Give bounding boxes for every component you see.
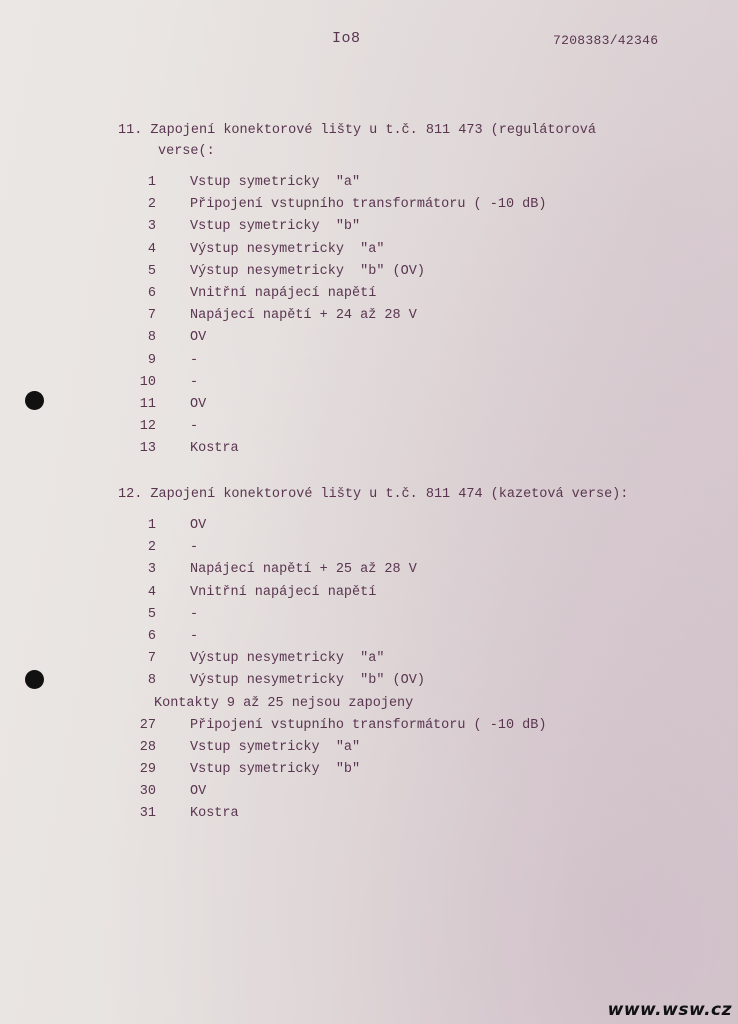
list-item (118, 239, 688, 261)
item-number: 29 (139, 762, 156, 778)
item-description: - (190, 540, 199, 556)
item-description: - (190, 352, 199, 368)
item-description: Vstup symetricky "a" (190, 175, 361, 190)
list-item (118, 559, 688, 581)
item-number: 3 (147, 562, 156, 578)
item-number: 6 (147, 628, 156, 644)
item-number: 8 (147, 673, 156, 689)
item-description: - (190, 606, 199, 622)
item-description: Výstup nesymetricky "a" (190, 651, 385, 667)
item-description: - (190, 419, 199, 435)
list-item (118, 515, 688, 537)
item-number: 4 (147, 241, 156, 257)
list-item (118, 350, 688, 372)
item-number: 2 (147, 540, 156, 556)
item-description: Vnitřní napájecí napětí (190, 285, 377, 301)
list-item (118, 604, 688, 626)
item-description: Vstup symetricky "b" (190, 762, 361, 778)
item-number: 3 (147, 219, 156, 235)
item-description: Připojení vstupního transformátoru ( -10 dB) (190, 197, 547, 213)
item-description: - (190, 374, 199, 390)
item-description: Výstup nesymetricky "b" (OV) (190, 673, 425, 689)
list-item (118, 216, 688, 238)
item-number: 7 (147, 651, 156, 667)
item-description: Kostra (190, 441, 239, 457)
contacts-note: Kontakty 9 až 25 nejsou zapojeny (154, 695, 414, 711)
item-number: 7 (147, 308, 156, 324)
list-item (118, 283, 688, 305)
section-12-list (118, 515, 688, 826)
list-item (118, 327, 688, 349)
item-number: 28 (139, 739, 156, 755)
list-item (118, 305, 688, 327)
item-number: 5 (147, 606, 156, 622)
item-number: 1 (147, 518, 156, 533)
item-description: Výstup nesymetricky "a" (190, 241, 385, 257)
item-description: Vstup symetricky "b" (190, 219, 361, 235)
item-number: 4 (147, 584, 156, 600)
list-item (118, 670, 688, 692)
section-12 (118, 484, 688, 826)
list-item (118, 438, 688, 460)
item-description: Kostra (190, 806, 239, 822)
item-number: 5 (147, 263, 156, 279)
punch-hole-lower (25, 670, 44, 689)
section-11-heading-line2: verse(: (158, 144, 215, 159)
item-description: OV (190, 518, 207, 533)
item-number: 27 (139, 717, 156, 733)
list-item (118, 582, 688, 604)
item-number: 1 (147, 175, 156, 190)
item-description: Výstup nesymetricky "b" (OV) (190, 263, 425, 279)
item-number: 31 (139, 806, 156, 822)
item-description: - (190, 628, 199, 644)
section-11 (118, 120, 688, 460)
item-number: 12 (139, 419, 156, 435)
item-number: 13 (139, 441, 156, 457)
list-item (118, 781, 688, 803)
item-number: 6 (147, 285, 156, 301)
section-11-list (118, 172, 688, 460)
item-description: Napájecí napětí + 25 až 28 V (190, 562, 417, 578)
list-item (118, 194, 688, 216)
list-item (118, 537, 688, 559)
punch-hole-upper (25, 391, 44, 410)
list-item (118, 626, 688, 648)
list-item (118, 759, 688, 781)
item-description: OV (190, 784, 207, 800)
list-item (118, 261, 688, 283)
list-item (118, 416, 688, 438)
item-number: 9 (147, 352, 156, 368)
item-number: 10 (139, 374, 156, 390)
list-item (118, 394, 688, 416)
item-number: 2 (147, 197, 156, 213)
item-description: OV (190, 396, 207, 412)
page-number: Io8 (332, 30, 361, 47)
item-description: Napájecí napětí + 24 až 28 V (190, 308, 417, 324)
list-item (118, 372, 688, 394)
list-item (118, 172, 688, 194)
section-11-heading-line1: 11. Zapojení konektorové lišty u t.č. 811 473 (regulátorová (118, 123, 596, 138)
item-description: Vnitřní napájecí napětí (190, 584, 377, 600)
list-item (118, 715, 688, 737)
item-number: 30 (139, 784, 156, 800)
watermark: www.wsw.cz (607, 1000, 732, 1020)
section-12-heading: 12. Zapojení konektorové lišty u t.č. 811 474 (kazetová verse): (118, 487, 629, 502)
item-number: 8 (147, 330, 156, 346)
list-item (118, 648, 688, 670)
document-number: 7208383/42346 (553, 33, 659, 48)
item-description: Připojení vstupního transformátoru ( -10 dB) (190, 717, 547, 733)
list-item (118, 803, 688, 825)
list-item (118, 737, 688, 759)
item-description: Vstup symetricky "a" (190, 739, 361, 755)
item-number: 11 (139, 396, 156, 412)
item-description: OV (190, 330, 207, 346)
